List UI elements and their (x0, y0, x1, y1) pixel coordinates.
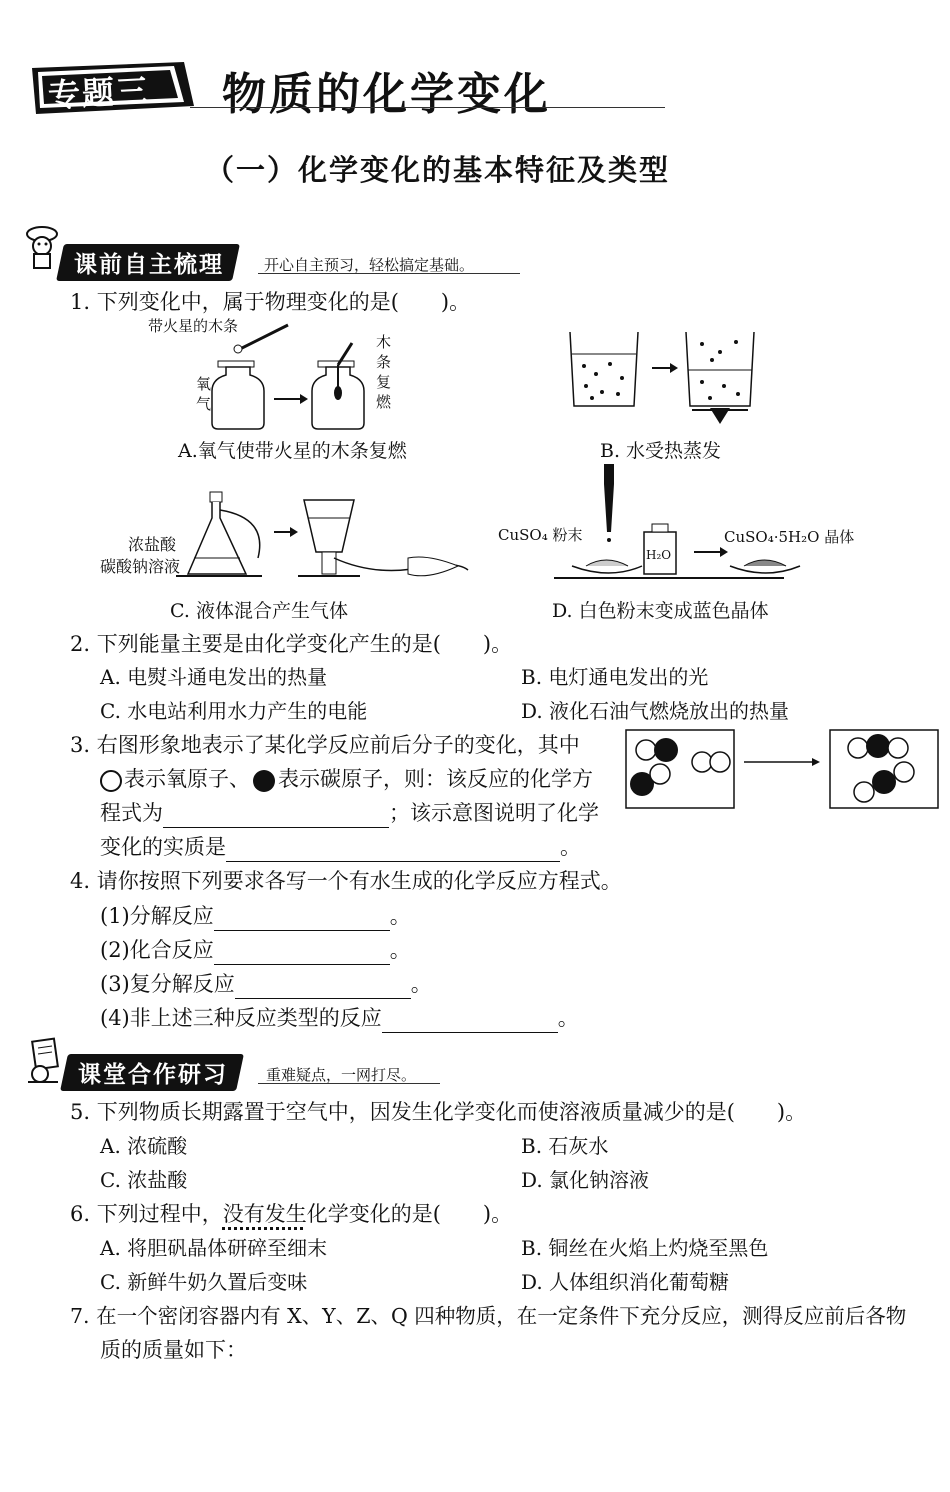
label-cuso4-crystal: CuSO₄·5H₂O 晶体 (724, 528, 855, 546)
q1-figure-c (100, 488, 478, 588)
q5-stem: 5. 下列物质长期露置于空气中，因发生化学变化而使溶液质量减少的是( )。 (70, 1100, 807, 1124)
q4-item-2-end: 。 (389, 938, 411, 962)
q4-blank-2[interactable] (214, 942, 390, 965)
q3-line3b: ；该示意图说明了化学 (389, 801, 599, 825)
q6-stem (70, 1199, 512, 1229)
q1-caption-d: D. 白色粉末变成蓝色晶体 (552, 600, 769, 622)
q2-option-c[interactable]: C. 水电站利用水力产生的电能 (100, 699, 368, 723)
q2-option-a[interactable]: A. 电熨斗通电发出的热量 (100, 665, 328, 689)
q4-item-4-label: (4)非上述三种反应类型的反应 (100, 1006, 382, 1030)
q5-option-a[interactable]: A. 浓硫酸 (100, 1134, 188, 1158)
q6-stem-a: 6. 下列过程中， (70, 1202, 223, 1226)
beaker-heating-illustration (562, 328, 762, 428)
section2-mascot-icon (22, 1036, 66, 1086)
q3-line4b: 。 (560, 835, 581, 859)
label-na2co3: 碳酸钠溶液 (100, 557, 181, 576)
label-water: H₂O (646, 548, 672, 562)
carbon-atom-icon (253, 770, 275, 792)
q2-stem: 2. 下列能量主要是由化学变化产生的是( )。 (70, 632, 513, 656)
q6-option-a[interactable]: A. 将胆矾晶体研碎至细末 (100, 1236, 328, 1260)
q3-line3a: 程式为 (100, 801, 163, 825)
q3-line4 (100, 832, 581, 862)
q7-line2: 质的质量如下： (100, 1338, 247, 1362)
q4-stem: 4. 请你按照下列要求各写一个有水生成的化学反应方程式。 (70, 869, 622, 893)
q3-essence-blank[interactable] (226, 839, 560, 862)
label-cuso4-powder: CuSO₄ 粉末 (498, 526, 583, 544)
q4-blank-1[interactable] (214, 908, 390, 931)
q1-figure-a (140, 315, 410, 440)
section1-banner (56, 244, 240, 281)
q5-option-b[interactable]: B. 石灰水 (521, 1134, 609, 1158)
q7-line1: 7. 在一个密闭容器内有 X、Y、Z、Q 四种物质，在一定条件下充分反应，测得反应前后各物 (70, 1304, 907, 1328)
q4-item-3-label: (3)复分解反应 (100, 972, 235, 996)
section1-rule (258, 273, 520, 274)
section1-tagline: 开心自主预习，轻松搞定基础。 (264, 256, 475, 274)
section2-rule (258, 1083, 440, 1084)
page-subtitle: （一）化学变化的基本特征及类型 (205, 153, 671, 187)
q1-caption-a: A.氧气使带火星的木条复燃 (178, 440, 407, 462)
label-hcl: 浓盐酸 (128, 535, 177, 554)
q1-caption-b: B. 水受热蒸发 (600, 440, 722, 462)
q1-caption-c: C. 液体混合产生气体 (170, 600, 348, 622)
q4-item-4-end: 。 (557, 1006, 579, 1030)
q4-item-1 (100, 901, 411, 931)
label-wood-4: 燃 (376, 393, 392, 411)
q4-item-1-end: 。 (389, 904, 411, 928)
title-rule (190, 107, 665, 108)
q5-option-c[interactable]: C. 浓盐酸 (100, 1168, 188, 1192)
section1-banner-text: 课前自主梳理 (74, 252, 224, 278)
q4-blank-3[interactable] (235, 976, 411, 999)
q3-line2a: 表示氧原子、 (124, 767, 250, 791)
q6-stem-emphasis: 没有发生 (222, 1202, 307, 1226)
label-oxygen: 氧 (196, 375, 212, 393)
q3-reaction-diagram (624, 728, 942, 812)
section2-banner-text: 课堂合作研习 (78, 1062, 228, 1088)
q2-option-b[interactable]: B. 电灯通电发出的光 (521, 665, 709, 689)
section2-banner (60, 1054, 244, 1091)
page-title: 物质的化学变化 (222, 69, 551, 120)
q4-blank-4[interactable] (382, 1010, 558, 1033)
section1-mascot-icon (22, 222, 62, 272)
q1-figure-d (494, 462, 934, 587)
q3-equation-blank[interactable] (163, 805, 389, 828)
label-wood-3: 复 (376, 373, 392, 391)
q3-line2 (100, 764, 593, 794)
q4-item-3-end: 。 (410, 972, 432, 996)
topic-badge-text: 专题三 (47, 71, 152, 115)
topic-badge (24, 58, 199, 118)
q3-line3 (100, 798, 599, 828)
q4-item-3 (100, 969, 432, 999)
q3-line1: 3. 右图形象地表示了某化学反应前后分子的变化，其中 (70, 733, 580, 757)
oxygen-atom-icon (100, 770, 122, 792)
q4-item-2 (100, 935, 411, 965)
q6-option-d[interactable]: D. 人体组织消化葡萄糖 (521, 1270, 730, 1294)
q6-option-b[interactable]: B. 铜丝在火焰上灼烧至黑色 (521, 1236, 769, 1260)
q1-stem: 1. 下列变化中，属于物理变化的是( )。 (70, 290, 471, 314)
q4-item-1-label: (1)分解反应 (100, 904, 214, 928)
flask-gas-illustration (128, 488, 478, 588)
q4-item-2-label: (2)化合反应 (100, 938, 214, 962)
q3-line2b: 表示碳原子，则：该反应的化学方 (278, 767, 593, 791)
q3-line4a: 变化的实质是 (100, 835, 226, 859)
label-stick: 带火星的木条 (148, 317, 239, 335)
label-wood-1: 木 (376, 333, 392, 351)
label-wood-2: 条 (376, 353, 392, 371)
label-oxygen-2: 气 (196, 395, 212, 413)
q6-option-c[interactable]: C. 新鲜牛奶久置后变味 (100, 1270, 308, 1294)
q5-option-d[interactable]: D. 氯化钠溶液 (521, 1168, 650, 1192)
q2-option-d[interactable]: D. 液化石油气燃烧放出的热量 (521, 699, 790, 723)
q1-figure-b (562, 328, 762, 428)
section2-tagline: 重难疑点，一网打尽。 (266, 1066, 417, 1084)
q4-item-4 (100, 1003, 579, 1033)
q6-stem-b: 化学变化的是( )。 (306, 1202, 513, 1226)
